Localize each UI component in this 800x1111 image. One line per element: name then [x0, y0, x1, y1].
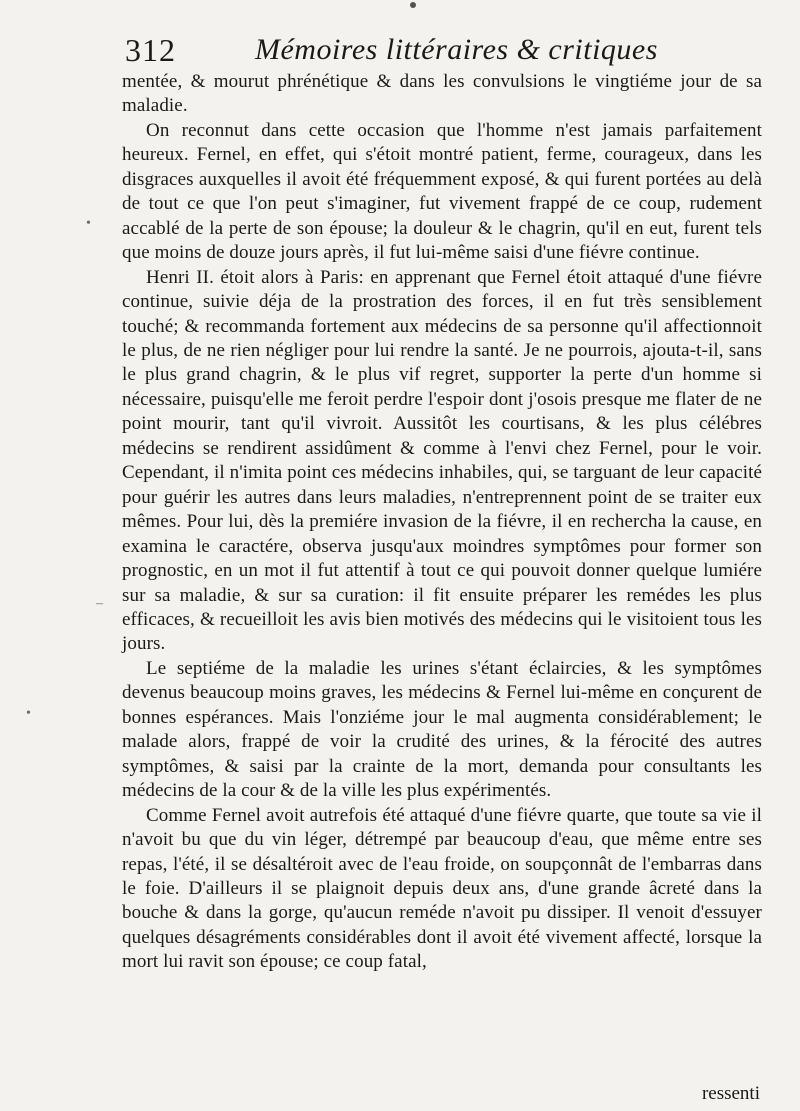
ink-speck	[410, 2, 416, 8]
page-number: 312	[125, 32, 176, 68]
paragraph: Henri II. étoit alors à Paris: en apprenant que Fernel étoit attaqué d'une fiévre continue, suivie déja de la prostration des forces, il en fut très sensiblement touché; & recommanda fortement aux médecins de sa personne qu'il affectionnoit le plus, de ne rien négliger pour lui rendre la santé. Je ne pourrois, ajouta-t-il, sans le plus grand chagrin, & le plus vif regret, supporter la perte d'un homme si nécessaire, puisqu'elle me feroit perdre l'espoir dont j'osois presque me flater de ne point mourir, tant qu'il vivroit. Aussitôt les courtisans, & les plus célébres médecins se rendirent assidûment & comme à l'envi chez Fernel, pour le voir. Cependant, il n'imita point ces médecins inhabiles, qui, se targuant de leur capacité pour guérir les autres dans leurs maladies, n'entreprennent point de se traiter eux mêmes. Pour lui, dès la premiére invasion de la fiévre, il en recherchа la cause, en examina le caractére, observa jusqu'aux moindres symptômes pour former son prognostic, en un mot il fut attentif à tout ce qui pouvoit donner quelque lumiére sur sa maladie, & sur sa curation: il fit ensuite préparer les remédes les plus efficaces, & recueilloit les avis bien motivés des médecins qui le visitoient tous les jours.	[122, 266, 762, 655]
body-text	[122, 70, 762, 975]
running-title: Mémoires littéraires & critiques	[255, 33, 658, 66]
catchword: ressenti	[701, 1083, 760, 1104]
margin-dash: –	[96, 596, 103, 611]
paragraph: Le septiéme de la maladie les urines s'étant éclaircies, & les symptômes devenus beaucoup moins graves, les médecins & Fernel lui-même en conçurent de bonnes espérances. Mais l'onziéme jour le mal augmenta considérablement; le malade alors, frappé de voir la crudité des urines, & la férocité des autres symptômes, & saisi par la crainte de la mort, demanda pour consultants les médecins de la cour & de la ville les plus expérimentés.	[122, 657, 762, 802]
margin-speck: •	[86, 216, 91, 231]
paragraph: Comme Fernel avoit autrefois été attaqué d'une fiévre quarte, que toute sa vie il n'avoit bu que du vin léger, détrempé par beaucoup d'eau, que même entre ses repas, l'été, il se désaltéroit avec de l'eau froide, on soupçonnât de l'embarras dans le foie. D'ailleurs il se plaignoit depuis deux ans, d'une grande âcreté dans la bouche & dans la gorge, qu'aucun reméde n'avoit pu dissiper. Il venoit d'essuyer quelques désagréments considérables dont il avoit été vivement affecté, lorsque la mort lui ravit son épouse; ce coup fatal,	[122, 804, 762, 973]
margin-speck: •	[26, 706, 31, 721]
paragraph: On reconnut dans cette occasion que l'homme n'est jamais parfaitement heureux. Fernel, en effet, qui s'étoit montré patient, ferme, courageux, dans les disgraces auxquelles il avoit été fréquemment exposé, & qui furent portées au delà de tout ce que l'on peut s'imaginer, fut vivement frappé de ce coup, rudement accablé de la perte de son épouse; la douleur & le chagrin, qu'il en eut, furent tels que moins de douze jours après, il fut lui-même saisi d'une fiévre continue.	[122, 119, 762, 264]
running-head	[125, 30, 765, 70]
paragraph-continued: mentée, & mourut phrénétique & dans les convulsions le vingtiéme jour de sa maladie.	[122, 71, 762, 117]
